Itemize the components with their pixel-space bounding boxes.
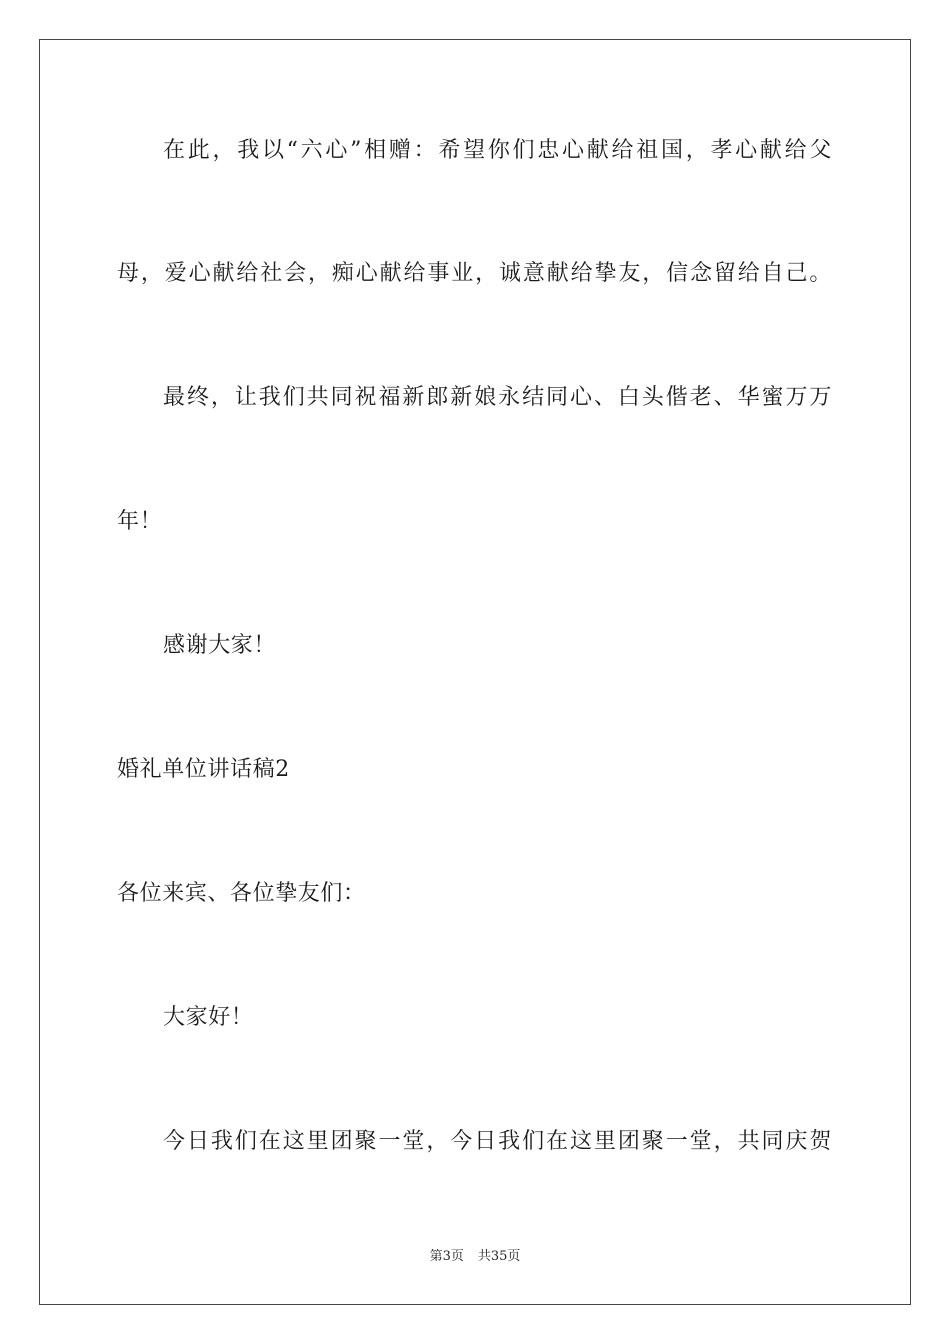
page-number: 第3页 bbox=[429, 1249, 464, 1264]
paragraph-line: 今日我们在这里团聚一堂，今日我们在这里团聚一堂，共同庆贺 bbox=[163, 1129, 832, 1154]
page-footer bbox=[0, 1248, 950, 1266]
paragraph-line: 母，爱心献给社会，痴心献给事业，诚意献给挚友，信念留给自己。 bbox=[117, 261, 832, 286]
page-frame bbox=[39, 39, 911, 1305]
salutation: 各位来宾、各位挚友们： bbox=[117, 881, 366, 906]
greeting: 大家好！ bbox=[163, 1005, 254, 1030]
section-heading: 婚礼单位讲话稿2 bbox=[117, 757, 290, 782]
paragraph-line: 年！ bbox=[117, 509, 163, 534]
paragraph-line: 在此，我以“六心”相赠：希望你们忠心献给祖国，孝心献给父 bbox=[163, 138, 832, 163]
paragraph-line: 感谢大家！ bbox=[163, 633, 277, 658]
page-total: 共35页 bbox=[477, 1249, 521, 1264]
paragraph-line: 最终，让我们共同祝福新郎新娘永结同心、白头偕老、华蜜万万 bbox=[163, 385, 832, 410]
